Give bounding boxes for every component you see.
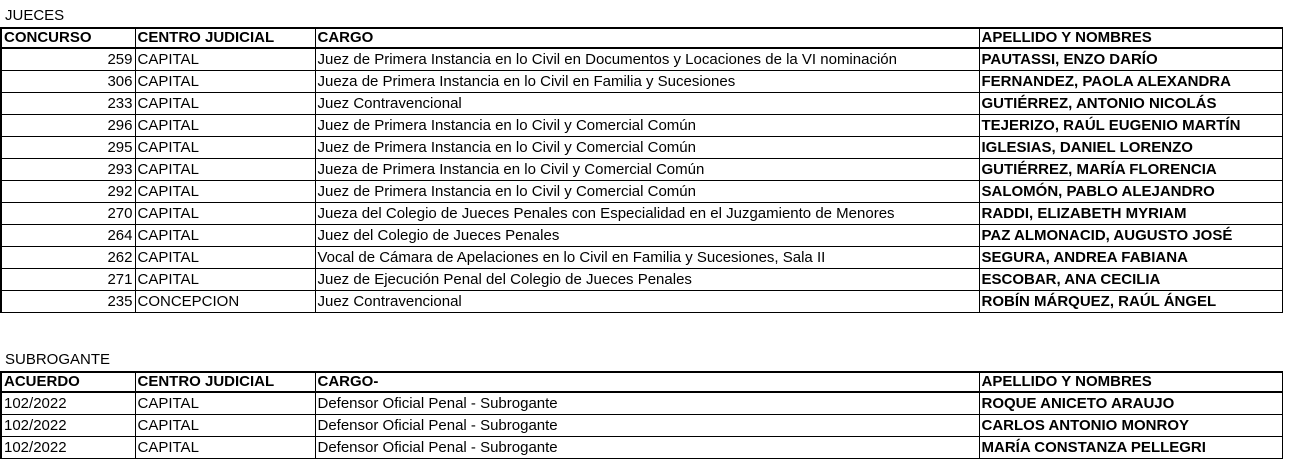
cell-id: 293	[1, 159, 135, 181]
cell-centro-judicial: CAPITAL	[135, 181, 315, 203]
jueces-header-row	[1, 28, 1282, 48]
cell-id: 270	[1, 203, 135, 225]
cell-cargo: Vocal de Cámara de Apelaciones en lo Civil en Familia y Sucesiones, Sala II	[315, 247, 979, 269]
subrogante-table-body	[1, 392, 1282, 459]
cell-centro-judicial: CAPITAL	[135, 415, 315, 437]
cell-centro-judicial: CAPITAL	[135, 392, 315, 415]
table-row	[1, 415, 1282, 437]
cell-centro-judicial: CAPITAL	[135, 247, 315, 269]
subrogante-table	[0, 371, 1283, 459]
cell-cargo: Juez de Primera Instancia en lo Civil y Comercial Común	[315, 137, 979, 159]
cell-id: 262	[1, 247, 135, 269]
cell-apellido-nombres: SEGURA, ANDREA FABIANA	[979, 247, 1282, 269]
cell-apellido-nombres: SALOMÓN, PABLO ALEJANDRO	[979, 181, 1282, 203]
cell-centro-judicial: CAPITAL	[135, 203, 315, 225]
cell-apellido-nombres: PAZ ALMONACID, AUGUSTO JOSÉ	[979, 225, 1282, 247]
cell-id: 296	[1, 115, 135, 137]
column-header-apellido-nombres: APELLIDO Y NOMBRES	[979, 28, 1282, 48]
cell-id: 102/2022	[1, 437, 135, 459]
table-row	[1, 225, 1282, 247]
table-row	[1, 203, 1282, 225]
cell-id: 306	[1, 71, 135, 93]
jueces-table	[0, 27, 1283, 313]
table-row	[1, 115, 1282, 137]
cell-apellido-nombres: ESCOBAR, ANA CECILIA	[979, 269, 1282, 291]
column-header-apellido-nombres: APELLIDO Y NOMBRES	[979, 372, 1282, 392]
cell-centro-judicial: CAPITAL	[135, 159, 315, 181]
cell-id: 295	[1, 137, 135, 159]
table-row	[1, 159, 1282, 181]
table-row	[1, 247, 1282, 269]
cell-cargo: Juez de Ejecución Penal del Colegio de Jueces Penales	[315, 269, 979, 291]
cell-apellido-nombres: TEJERIZO, RAÚL EUGENIO MARTÍN	[979, 115, 1282, 137]
column-header-cargo: CARGO	[315, 28, 979, 48]
cell-centro-judicial: CAPITAL	[135, 71, 315, 93]
table-row	[1, 137, 1282, 159]
cell-centro-judicial: CAPITAL	[135, 93, 315, 115]
cell-cargo: Jueza de Primera Instancia en lo Civil y Comercial Común	[315, 159, 979, 181]
table-row	[1, 93, 1282, 115]
cell-apellido-nombres: RADDI, ELIZABETH MYRIAM	[979, 203, 1282, 225]
cell-cargo: Defensor Oficial Penal - Subrogante	[315, 415, 979, 437]
cell-cargo: Jueza del Colegio de Jueces Penales con Especialidad en el Juzgamiento de Menores	[315, 203, 979, 225]
cell-cargo: Juez del Colegio de Jueces Penales	[315, 225, 979, 247]
cell-cargo: Juez de Primera Instancia en lo Civil y Comercial Común	[315, 181, 979, 203]
table-row	[1, 269, 1282, 291]
cell-cargo: Juez Contravencional	[315, 93, 979, 115]
subrogante-section-title: SUBROGANTE	[5, 351, 111, 368]
cell-apellido-nombres: CARLOS ANTONIO MONROY	[979, 415, 1282, 437]
cell-centro-judicial: CAPITAL	[135, 137, 315, 159]
cell-id: 102/2022	[1, 392, 135, 415]
cell-apellido-nombres: GUTIÉRREZ, ANTONIO NICOLÁS	[979, 93, 1282, 115]
column-header-acuerdo: ACUERDO	[1, 372, 135, 392]
cell-centro-judicial: CONCEPCION	[135, 291, 315, 313]
cell-centro-judicial: CAPITAL	[135, 48, 315, 71]
cell-cargo: Juez de Primera Instancia en lo Civil y Comercial Común	[315, 115, 979, 137]
subrogante-header-row	[1, 372, 1282, 392]
cell-cargo: Jueza de Primera Instancia en lo Civil en Familia y Sucesiones	[315, 71, 979, 93]
cell-id: 271	[1, 269, 135, 291]
cell-apellido-nombres: IGLESIAS, DANIEL LORENZO	[979, 137, 1282, 159]
cell-centro-judicial: CAPITAL	[135, 225, 315, 247]
cell-apellido-nombres: PAUTASSI, ENZO DARÍO	[979, 48, 1282, 71]
cell-cargo: Defensor Oficial Penal - Subrogante	[315, 392, 979, 415]
cell-centro-judicial: CAPITAL	[135, 115, 315, 137]
table-row	[1, 48, 1282, 71]
cell-id: 235	[1, 291, 135, 313]
column-header-centro-judicial: CENTRO JUDICIAL	[135, 372, 315, 392]
cell-cargo: Juez Contravencional	[315, 291, 979, 313]
table-row	[1, 71, 1282, 93]
column-header-concurso: CONCURSO	[1, 28, 135, 48]
cell-apellido-nombres: ROQUE ANICETO ARAUJO	[979, 392, 1282, 415]
cell-cargo: Juez de Primera Instancia en lo Civil en Documentos y Locaciones de la VI nominación	[315, 48, 979, 71]
cell-id: 102/2022	[1, 415, 135, 437]
column-header-centro-judicial: CENTRO JUDICIAL	[135, 28, 315, 48]
table-row	[1, 181, 1282, 203]
jueces-table-body	[1, 48, 1282, 313]
table-row	[1, 392, 1282, 415]
cell-apellido-nombres: FERNANDEZ, PAOLA ALEXANDRA	[979, 71, 1282, 93]
table-row	[1, 291, 1282, 313]
cell-cargo: Defensor Oficial Penal - Subrogante	[315, 437, 979, 459]
cell-id: 259	[1, 48, 135, 71]
cell-centro-judicial: CAPITAL	[135, 437, 315, 459]
jueces-section-title: JUECES	[5, 7, 65, 24]
cell-apellido-nombres: ROBÍN MÁRQUEZ, RAÚL ÁNGEL	[979, 291, 1282, 313]
cell-apellido-nombres: GUTIÉRREZ, MARÍA FLORENCIA	[979, 159, 1282, 181]
cell-id: 292	[1, 181, 135, 203]
cell-centro-judicial: CAPITAL	[135, 269, 315, 291]
cell-id: 264	[1, 225, 135, 247]
cell-id: 233	[1, 93, 135, 115]
table-row	[1, 437, 1282, 459]
column-header-cargo: CARGO-	[315, 372, 979, 392]
cell-apellido-nombres: MARÍA CONSTANZA PELLEGRI	[979, 437, 1282, 459]
